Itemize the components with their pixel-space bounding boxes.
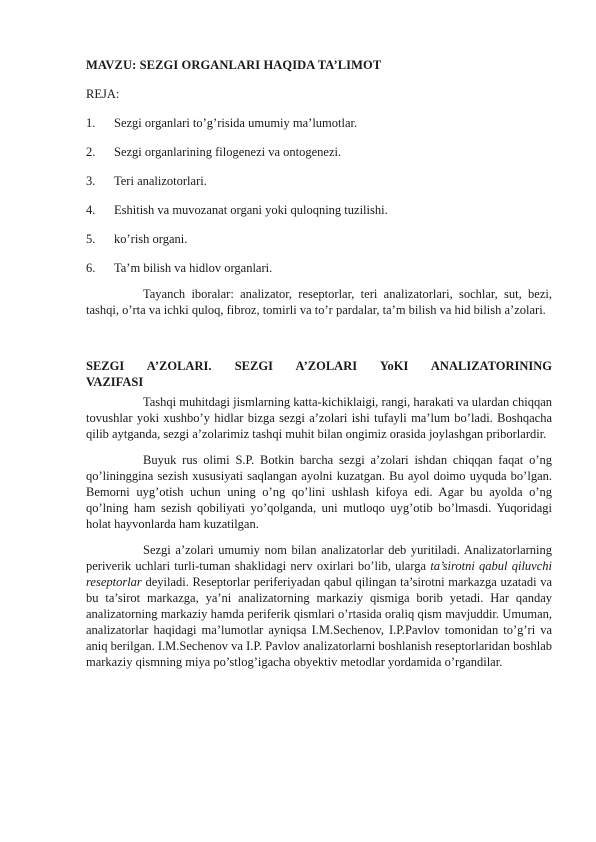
body-paragraph: Buyuk rus olimi S.P. Botkin barcha sezgi a’zolari ishdan chiqqan faqat o’ng qo’lininggina sezish xususiyati saqlangan ayolni kuzatgan. Bu ayol doimo uyquda bo’lgan. Bemorni uyg’otish uchun uning o’ng qo’lini ushlash kifoya edi. Agar bu ayolda o’ng qo’lning ham sezish qobiliyati yo’qolganda, uni mutloqo uyg’otib bo’lmasdi. Yuqoridagi holat hayvonlarda ham kuzatilgan.	[86, 453, 552, 531]
plan-item-number: 1.	[86, 116, 96, 130]
plan-item	[86, 173, 552, 189]
plan-item	[86, 260, 552, 276]
plan-item-text: Teri analizotorlari.	[114, 174, 207, 188]
plan-item-number: 2.	[86, 145, 96, 159]
plan-item-text: Ta’m bilish va hidlov organlari.	[114, 261, 273, 275]
body-paragraph: Tashqi muhitdagi jismlarning katta-kichiklaigi, rangi, harakati va ulardan chiqqan tovushlar yoki xushbo’y hidlar bizga sezgi a’zolari ishi tufayli ma’lum bo’ladi. Boshqacha qilib aytganda, sezgi a’zolarimiz tashqi muhit bilan ongimiz orasida joylashgan priborlardir.	[86, 395, 552, 441]
document-page	[86, 58, 552, 680]
plan-list	[86, 115, 552, 276]
body-text: deyiladi. Reseptorlar periferiyadan qabul qilingan ta’sirotni markazga uzatadi va bu ta’sirot markazga, ya’ni analizatorning markaziy qismiga borib yetadi. Har qanday analizatorning markaziy hamda periferik qismlari o’rtasida oraliq qism mavjuddir. Umuman, analizatorlar haqidagi ma’lumotlar ayniqsa I.M.Sechenov, I.P.Pavlov tomonidan to’g’ri va aniq berilgan. I.M.Sechenov va I.P. Pavlov analizatorlarni boshlanish reseptorlaridan boshlab markaziy qismning miya po’stlog’igacha obyektiv metodlar yordamida o’rgandilar.	[86, 575, 552, 669]
document-title: MAVZU: SEZGI ORGANLARI HAQIDA TA’LIMOT	[86, 58, 382, 72]
italic-term: ta’sirotni qabul qiluvchi reseptorlar	[86, 559, 552, 589]
plan-item-number: 6.	[86, 261, 96, 275]
plan-item-text: Eshitish va muvozanat organi yoki quloqning tuzilishi.	[114, 203, 388, 217]
plan-item	[86, 144, 552, 160]
plan-heading: REJA:	[86, 87, 120, 101]
plan-item	[86, 202, 552, 218]
plan-item	[86, 115, 552, 131]
plan-item	[86, 231, 552, 247]
body-text: Sezgi a’zolari umumiy nom bilan analizatorlar deb yuritiladi. Analizatorlarning periverik uchlari turli-tuman shaklidagi nerv oxirlari bo’lib, ularga	[86, 543, 552, 573]
plan-item-number: 4.	[86, 203, 96, 217]
plan-item-number: 3.	[86, 174, 96, 188]
plan-item-text: Sezgi organlarining filogenezi va ontogenezi.	[114, 145, 342, 159]
keywords-paragraph: Tayanch iboralar: analizator, reseptorlar, teri analizatorlari, sochlar, sut, bezi, tashqi, o’rta va ichki quloq, fibroz, tomirli va to’r pardalar, ta’m bilish va hid bilish a’zolari.	[86, 287, 552, 317]
plan-item-number: 5.	[86, 232, 96, 246]
plan-item-text: ko’rish organi.	[114, 232, 188, 246]
section-title: SEZGI A’ZOLARI. SEZGI A’ZOLARI YoKI ANALIZATORINING VAZIFASI	[86, 359, 552, 389]
body-paragraph	[86, 542, 552, 670]
plan-item-text: Sezgi organlari to’g’risida umumiy ma’lumotlar.	[114, 116, 358, 130]
